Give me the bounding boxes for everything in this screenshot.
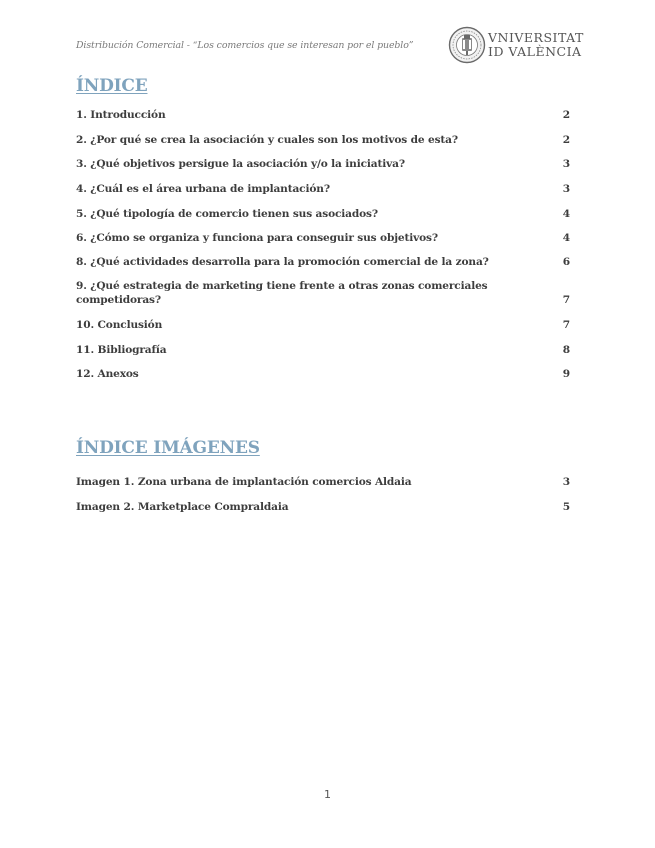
toc-entry-label: 9. ¿Qué estrategia de marketing tiene frente a otras zonas comerciales competidoras?: [76, 280, 488, 306]
toc-entry-page: 2: [562, 109, 570, 121]
logo-text-line1: VNIVERSITAT: [488, 30, 584, 45]
toc-entry-label: 6. ¿Cómo se organiza y funciona para conseguir sus objetivos?: [76, 232, 438, 244]
toc-entry[interactable]: [76, 231, 570, 245]
toc-entry[interactable]: [76, 343, 570, 357]
image-index-entry-label: Imagen 1. Zona urbana de implantación comercios Aldaia: [76, 476, 412, 488]
toc-entry[interactable]: [76, 108, 570, 122]
toc-entry-label: 3. ¿Qué objetivos persigue la asociación y/o la iniciativa?: [76, 158, 405, 170]
image-index-entry-label: Imagen 2. Marketplace Compraldaia: [76, 501, 289, 513]
toc-entry-page: 2: [562, 134, 570, 146]
toc-entry[interactable]: [76, 182, 570, 196]
toc-entry-label: 1. Introducción: [76, 109, 166, 121]
toc-entry[interactable]: [76, 318, 570, 332]
toc-entry-label: 4. ¿Cuál es el área urbana de implantación?: [76, 183, 330, 195]
page-header: [76, 26, 584, 66]
toc-entry-page: 6: [562, 256, 570, 268]
toc-entry[interactable]: [76, 367, 570, 381]
image-index-entry-page: 3: [562, 476, 570, 488]
toc-entry-page: 3: [562, 183, 570, 195]
toc-entry-label: 10. Conclusión: [76, 319, 163, 331]
image-index-entry-page: 5: [562, 501, 570, 513]
image-index-entry[interactable]: [76, 475, 570, 489]
toc-entry-page: 7: [562, 319, 570, 331]
image-index-entry[interactable]: [76, 500, 570, 514]
toc-entry-label: 8. ¿Qué actividades desarrolla para la promoción comercial de la zona?: [76, 256, 489, 268]
university-logo: [448, 26, 584, 64]
logo-text-line2: ID VALÈNCIA: [488, 44, 582, 59]
header-text: Distribución Comercial - “Los comercios que se interesan por el pueblo”: [76, 40, 414, 51]
toc-entry-page: 3: [562, 158, 570, 170]
toc-entry-label: 2. ¿Por qué se crea la asociación y cuales son los motivos de esta?: [76, 134, 458, 146]
toc-entry[interactable]: [76, 133, 570, 147]
toc-entry[interactable]: [76, 157, 570, 171]
toc-entry[interactable]: [76, 279, 570, 307]
index-title: ÍNDICE: [76, 76, 148, 96]
toc-entry[interactable]: [76, 207, 570, 221]
toc-entry-page: 8: [562, 344, 570, 356]
toc-entry-page: 7: [562, 294, 570, 306]
toc-entry-page: 4: [562, 232, 570, 244]
toc-entry[interactable]: [76, 255, 570, 269]
toc-entry-page: 4: [562, 208, 570, 220]
toc-entry-label: 12. Anexos: [76, 368, 139, 380]
images-index-title: ÍNDICE IMÁGENES: [76, 438, 260, 458]
toc-entry-label: 11. Bibliografía: [76, 344, 167, 356]
page-number: 1: [324, 788, 331, 801]
toc-entry-page: 9: [562, 368, 570, 380]
university-seal-icon: [448, 26, 486, 64]
toc-entry-label: 5. ¿Qué tipología de comercio tienen sus asociados?: [76, 208, 378, 220]
